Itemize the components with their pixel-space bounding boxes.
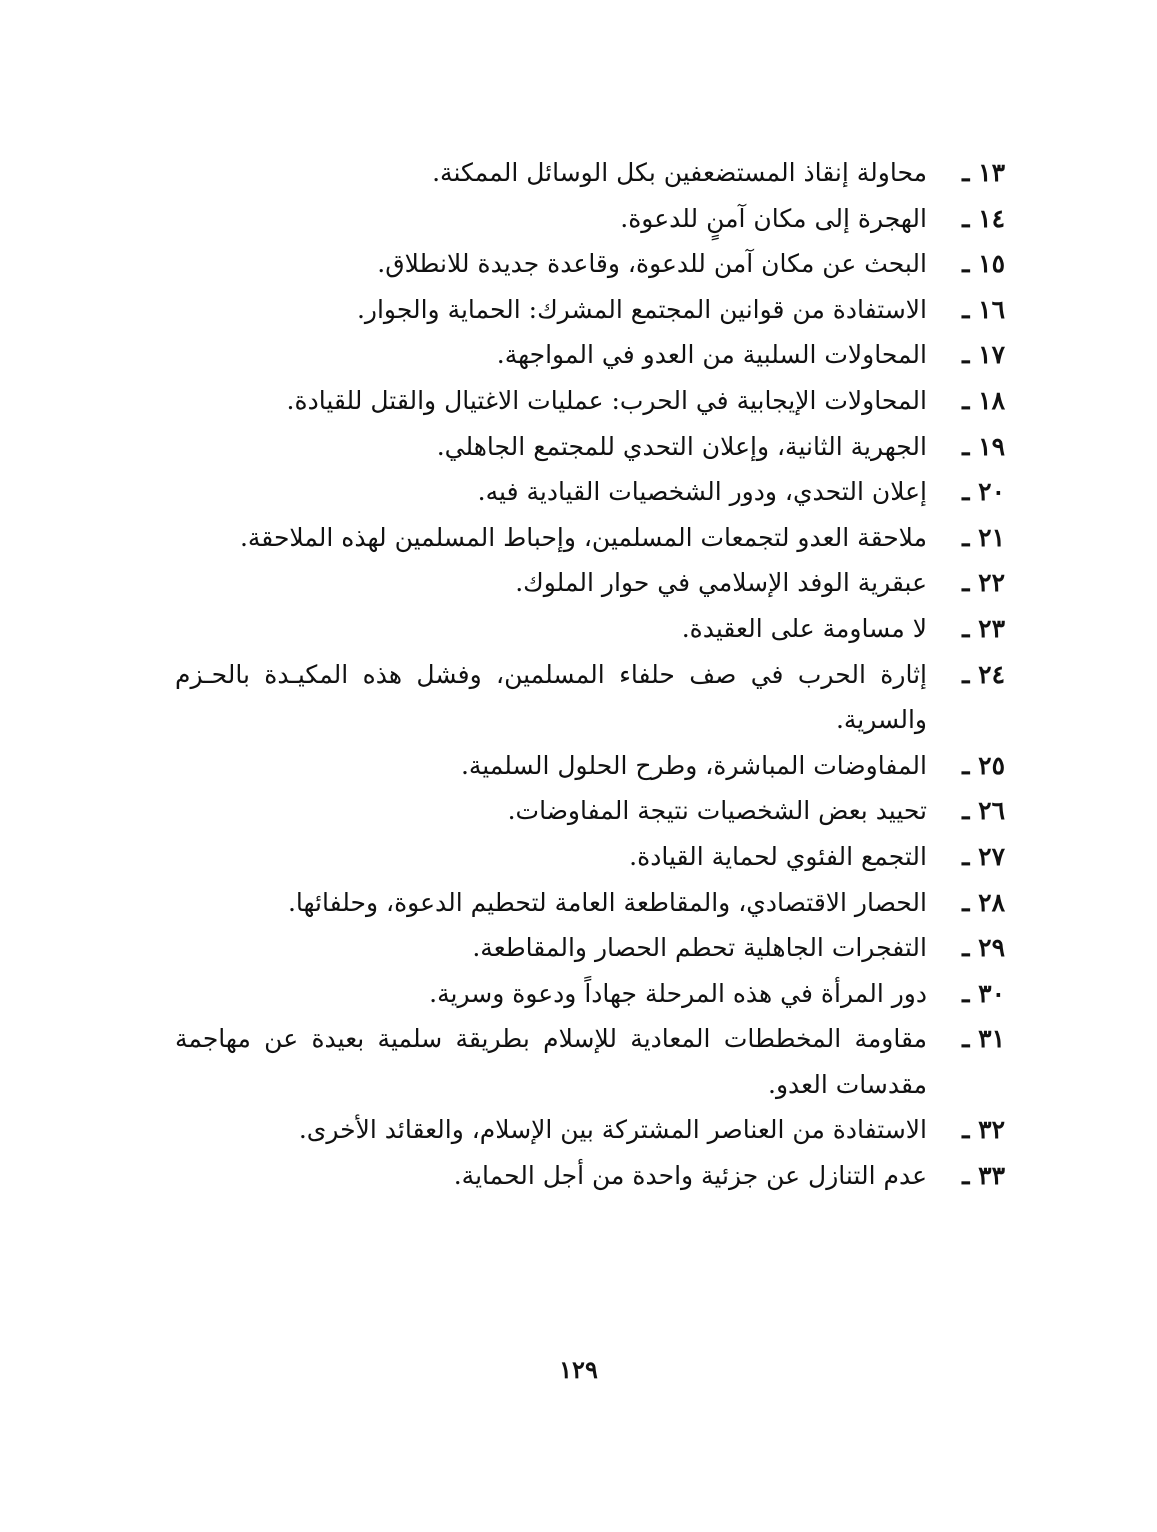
item-text: دور المرأة في هذه المرحلة جهاداً ودعوة وسرية. xyxy=(429,978,927,1008)
list-item xyxy=(175,880,1005,926)
list-item xyxy=(175,424,1005,470)
item-text: المحاولات السلبية من العدو في المواجهة. xyxy=(496,340,927,370)
item-text: الجهرية الثانية، وإعلان التحدي للمجتمع الجاهلي. xyxy=(436,431,927,461)
item-number: ١٥ ـ xyxy=(962,249,1005,279)
list-item xyxy=(175,469,1005,515)
item-text: الاستفادة من قوانين المجتمع المشرك: الحماية والجوار. xyxy=(356,294,927,324)
item-text: تحييد بعض الشخصيات نتيجة المفاوضات. xyxy=(507,796,927,826)
item-number: ٢١ ـ xyxy=(962,522,1005,552)
item-text: الاستفادة من العناصر المشتركة بين الإسلام، والعقائد الأخرى. xyxy=(298,1115,927,1145)
item-number: ٢٣ ـ xyxy=(962,613,1005,643)
item-number: ١٨ ـ xyxy=(962,385,1005,415)
list-item xyxy=(175,332,1005,378)
item-number: ٢٥ ـ xyxy=(962,750,1005,780)
list-item xyxy=(175,515,1005,561)
item-text: الحصار الاقتصادي، والمقاطعة العامة لتحطيم الدعوة، وحلفائها. xyxy=(287,887,927,917)
item-number: ١٦ ـ xyxy=(962,294,1005,324)
list-item xyxy=(175,241,1005,287)
item-text: ملاحقة العدو لتجمعات المسلمين، وإحباط المسلمين لهذه الملاحقة. xyxy=(239,522,927,552)
numbered-list xyxy=(175,150,1005,1199)
item-text: محاولة إنقاذ المستضعفين بكل الوسائل الممكنة. xyxy=(432,158,927,187)
item-text: مقاومة المخططات المعادية للإسلام بطريقة سلمية بعيدة عن مهاجمة مقدسات العدو. xyxy=(175,1024,927,1099)
item-text: المحاولات الإيجابية في الحرب: عمليات الاغتيال والقتل للقيادة. xyxy=(286,385,927,415)
list-item xyxy=(175,652,1005,743)
item-number: ١٧ ـ xyxy=(962,340,1005,370)
item-number: ٢٠ ـ xyxy=(962,477,1005,507)
page-number: ١٢٩ xyxy=(559,1355,598,1384)
item-number: ١٣ ـ xyxy=(962,158,1005,187)
item-number: ١٩ ـ xyxy=(962,431,1005,461)
item-number: ٢٩ ـ xyxy=(962,933,1005,963)
item-number: ٣٣ ـ xyxy=(962,1161,1005,1191)
item-number: ١٤ ـ xyxy=(962,203,1005,233)
list-item xyxy=(175,925,1005,971)
item-text: إثارة الحرب في صف حلفاء المسلمين، وفشل هذه المكيـدة بالحـزم والسرية. xyxy=(175,659,927,735)
item-number: ٢٧ ـ xyxy=(962,841,1005,871)
list-item xyxy=(175,834,1005,880)
item-text: البحث عن مكان آمن للدعوة، وقاعدة جديدة للانطلاق. xyxy=(377,249,927,279)
list-item xyxy=(175,606,1005,652)
item-text: عبقرية الوفد الإسلامي في حوار الملوك. xyxy=(515,568,927,598)
item-number: ٣٠ ـ xyxy=(962,978,1005,1008)
list-item xyxy=(175,1016,1005,1107)
list-item xyxy=(175,788,1005,834)
list-item xyxy=(175,150,1005,196)
item-text: الهجرة إلى مكان آمنٍ للدعوة. xyxy=(620,203,927,233)
list-item xyxy=(175,1107,1005,1153)
item-number: ٣١ ـ xyxy=(962,1024,1005,1054)
item-number: ٢٦ ـ xyxy=(962,796,1005,826)
item-number: ٢٨ ـ xyxy=(962,887,1005,917)
list-item xyxy=(175,560,1005,606)
list-item xyxy=(175,287,1005,333)
item-number: ٢٢ ـ xyxy=(962,568,1005,598)
list-item xyxy=(175,971,1005,1017)
item-number: ٢٤ ـ xyxy=(962,659,1005,689)
item-text: عدم التنازل عن جزئية واحدة من أجل الحماية. xyxy=(453,1161,927,1191)
list-item xyxy=(175,378,1005,424)
list-item xyxy=(175,743,1005,789)
item-text: إعلان التحدي، ودور الشخصيات القيادية فيه. xyxy=(477,477,927,507)
list-item xyxy=(175,1153,1005,1199)
item-text: التفجرات الجاهلية تحطم الحصار والمقاطعة. xyxy=(472,933,927,963)
item-number: ٣٢ ـ xyxy=(962,1115,1005,1145)
item-text: المفاوضات المباشرة، وطرح الحلول السلمية. xyxy=(460,750,927,780)
list-item xyxy=(175,196,1005,242)
item-text: التجمع الفئوي لحماية القيادة. xyxy=(629,841,927,871)
item-text: لا مساومة على العقيدة. xyxy=(681,613,927,643)
